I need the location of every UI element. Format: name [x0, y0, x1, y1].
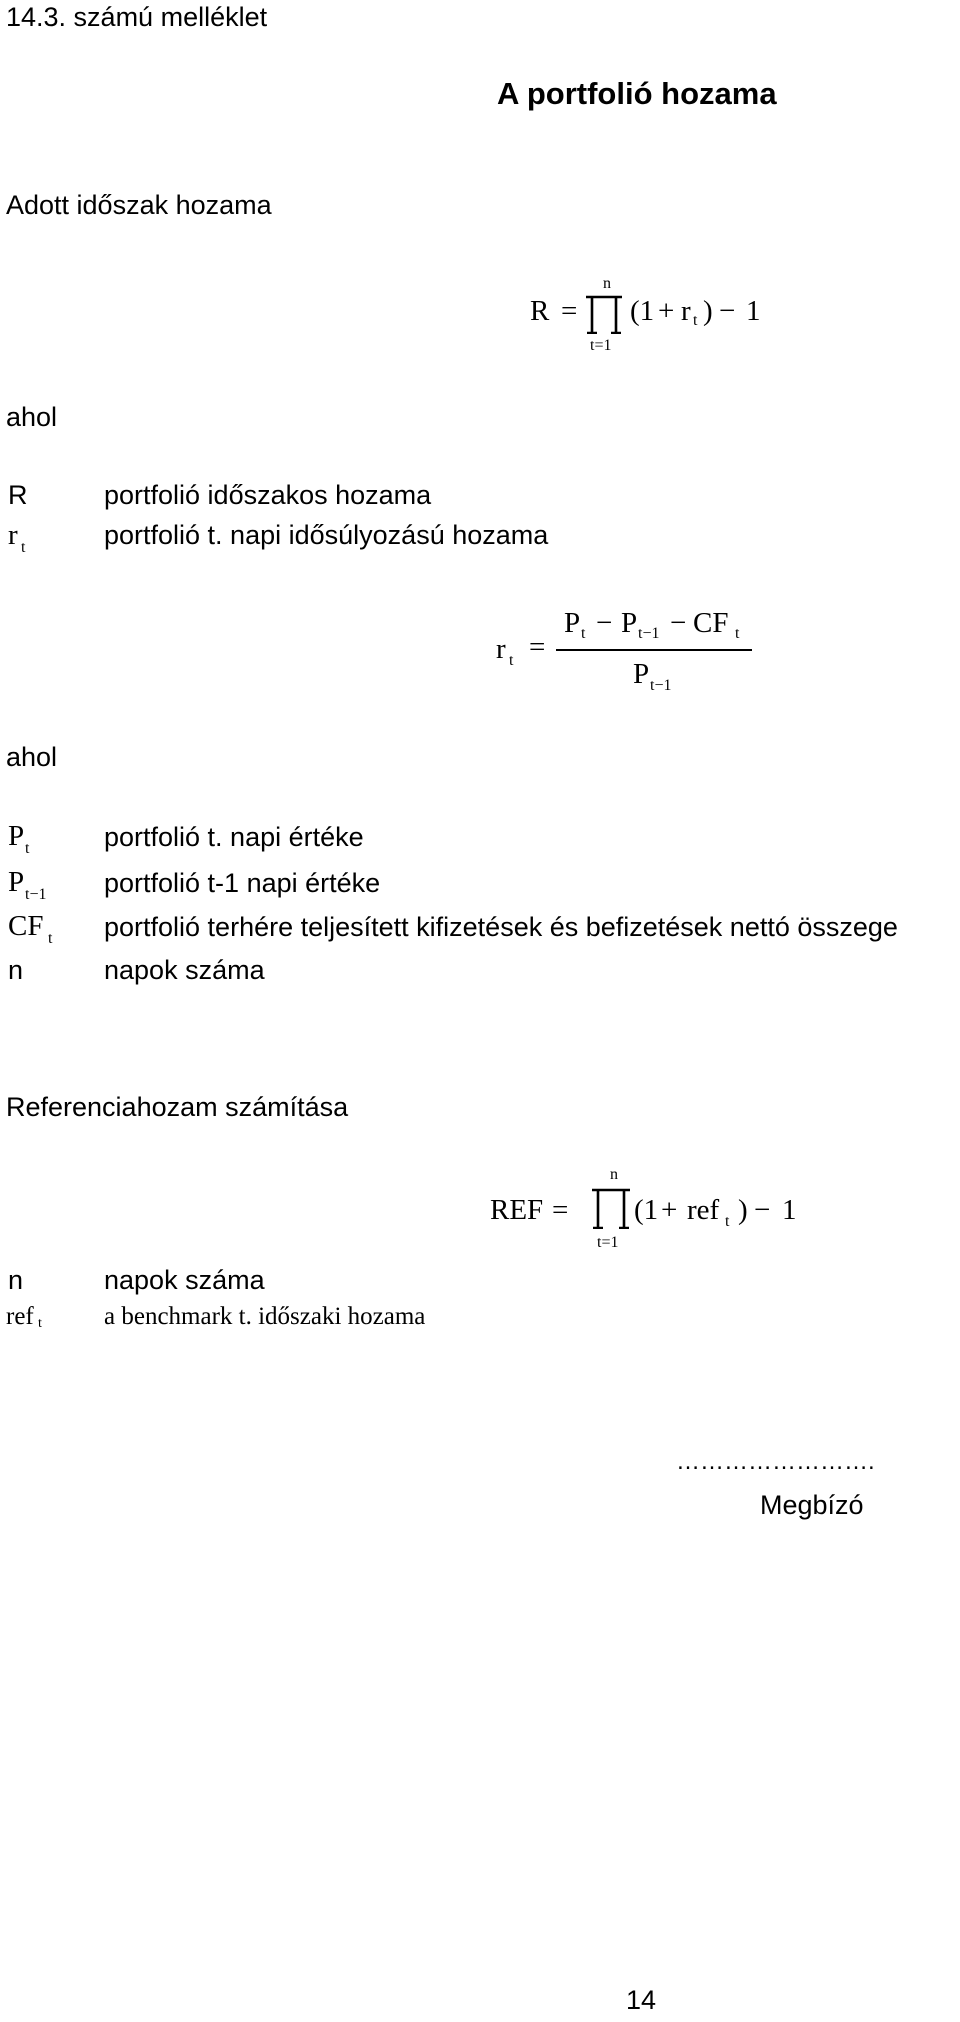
legend-symbol: r	[8, 519, 18, 551]
legend-symbol: R	[8, 480, 28, 510]
page-title: A portfolió hozama	[497, 76, 777, 111]
legend-text: napok száma	[104, 1265, 265, 1295]
legend-text: portfolió időszakos hozama	[104, 480, 432, 510]
section-heading-period-return: Adott időszak hozama	[6, 190, 272, 220]
legend-symbol: P	[8, 866, 25, 898]
product-symbol-icon	[590, 1187, 632, 1229]
legend-text: portfolió t-1 napi értéke	[104, 868, 381, 898]
legend-text: portfolió t. napi értéke	[104, 822, 364, 852]
legend-text: a benchmark t. időszaki hozama	[104, 1303, 426, 1330]
legend-symbol: ref	[6, 1303, 34, 1330]
signature-label: Megbízó	[760, 1490, 864, 1520]
page-number: 14	[626, 1985, 657, 2015]
annex-label: 14.3. számú melléklet	[6, 2, 268, 32]
where-label: ahol	[6, 402, 58, 432]
section-heading-reference-return: Referenciahozam számítása	[6, 1092, 349, 1122]
where-label: ahol	[6, 742, 58, 772]
legend-symbol: n	[8, 955, 24, 985]
legend-symbol: n	[8, 1265, 24, 1295]
legend-text: portfolió terhére teljesített kifizetések és befizetések nettó összege	[104, 912, 898, 942]
fraction-bar	[556, 649, 752, 651]
legend-text: portfolió t. napi idősúlyozású hozama	[104, 520, 549, 550]
legend-symbol: CF	[8, 910, 44, 942]
legend-symbol: P	[8, 820, 25, 852]
legend-text: napok száma	[104, 955, 265, 985]
product-symbol-icon	[584, 294, 624, 334]
signature-line: …………………….	[676, 1448, 875, 1475]
